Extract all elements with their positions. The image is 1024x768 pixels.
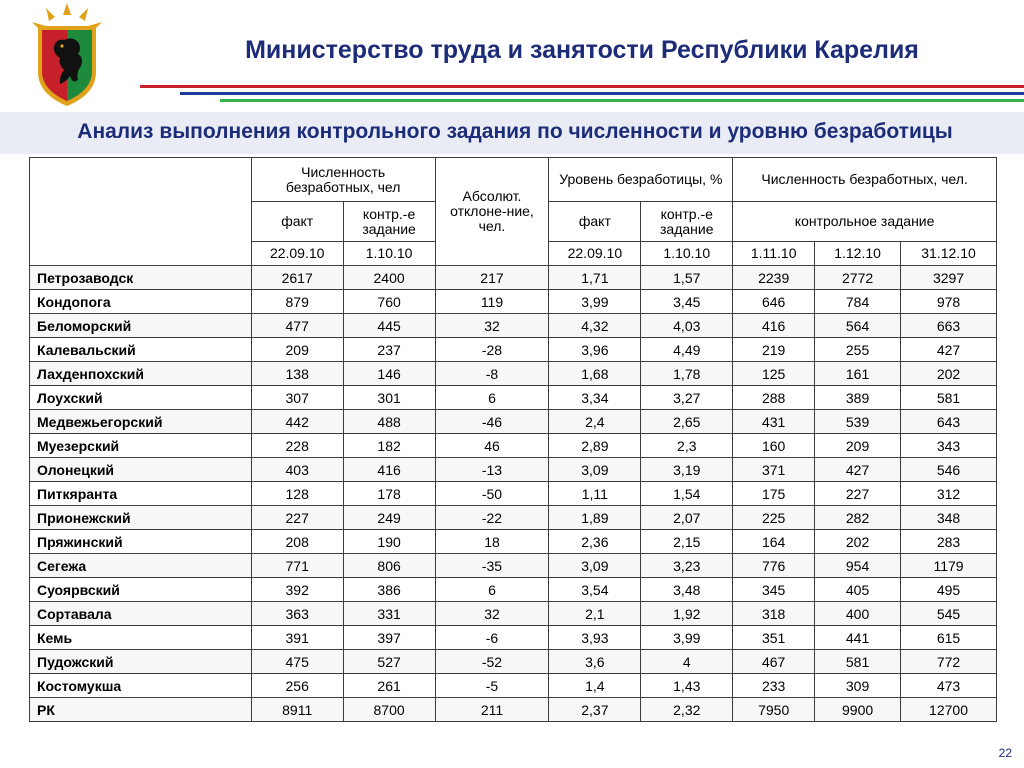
unemployment-table xyxy=(29,157,997,722)
value-cell: 772 xyxy=(901,650,997,674)
table-row xyxy=(30,314,997,338)
value-cell: 227 xyxy=(815,482,901,506)
value-cell: 442 xyxy=(251,410,343,434)
value-cell: 445 xyxy=(343,314,435,338)
value-cell: 233 xyxy=(733,674,815,698)
value-cell: 164 xyxy=(733,530,815,554)
value-cell: 1,11 xyxy=(549,482,641,506)
header-date: 31.12.10 xyxy=(901,242,997,266)
value-cell: 307 xyxy=(251,386,343,410)
value-cell: 776 xyxy=(733,554,815,578)
value-cell: 282 xyxy=(815,506,901,530)
value-cell: 3,6 xyxy=(549,650,641,674)
value-cell: 771 xyxy=(251,554,343,578)
table-row xyxy=(30,602,997,626)
value-cell: 3,23 xyxy=(641,554,733,578)
value-cell: 495 xyxy=(901,578,997,602)
table-row xyxy=(30,266,997,290)
value-cell: 527 xyxy=(343,650,435,674)
value-cell: 4,49 xyxy=(641,338,733,362)
value-cell: 217 xyxy=(435,266,549,290)
value-cell: 32 xyxy=(435,602,549,626)
value-cell: 2,4 xyxy=(549,410,641,434)
value-cell: 564 xyxy=(815,314,901,338)
value-cell: 283 xyxy=(901,530,997,554)
value-cell: 397 xyxy=(343,626,435,650)
value-cell: 288 xyxy=(733,386,815,410)
value-cell: 249 xyxy=(343,506,435,530)
value-cell: 646 xyxy=(733,290,815,314)
value-cell: 2772 xyxy=(815,266,901,290)
table-row xyxy=(30,674,997,698)
value-cell: 125 xyxy=(733,362,815,386)
value-cell: 138 xyxy=(251,362,343,386)
region-name: Костомукша xyxy=(30,674,252,698)
value-cell: 178 xyxy=(343,482,435,506)
value-cell: 427 xyxy=(901,338,997,362)
value-cell: 473 xyxy=(901,674,997,698)
table-row xyxy=(30,578,997,602)
region-name: Медвежьегорский xyxy=(30,410,252,434)
region-name: Петрозаводск xyxy=(30,266,252,290)
value-cell: 2,1 xyxy=(549,602,641,626)
value-cell: 202 xyxy=(901,362,997,386)
value-cell: 2,15 xyxy=(641,530,733,554)
header-unemployment-rate: Уровень безработицы, % xyxy=(549,158,733,202)
value-cell: 209 xyxy=(815,434,901,458)
header-target-task: контр.-е задание xyxy=(343,202,435,242)
value-cell: 175 xyxy=(733,482,815,506)
value-cell: 427 xyxy=(815,458,901,482)
header-date: 22.09.10 xyxy=(251,242,343,266)
table-row xyxy=(30,554,997,578)
value-cell: 161 xyxy=(815,362,901,386)
value-cell: 18 xyxy=(435,530,549,554)
region-name: РК xyxy=(30,698,252,722)
value-cell: 539 xyxy=(815,410,901,434)
value-cell: 3,27 xyxy=(641,386,733,410)
header-target-task: контр.-е задание xyxy=(641,202,733,242)
value-cell: 546 xyxy=(901,458,997,482)
value-cell: 1,43 xyxy=(641,674,733,698)
table-row xyxy=(30,650,997,674)
value-cell: 2,37 xyxy=(549,698,641,722)
value-cell: 879 xyxy=(251,290,343,314)
table-row xyxy=(30,626,997,650)
value-cell: 237 xyxy=(343,338,435,362)
page-title: Министерство труда и занятости Республики Карелия xyxy=(245,36,919,64)
table-row xyxy=(30,530,997,554)
table-row xyxy=(30,290,997,314)
header-date: 1.12.10 xyxy=(815,242,901,266)
value-cell: -13 xyxy=(435,458,549,482)
table-row xyxy=(30,458,997,482)
region-name: Пудожский xyxy=(30,650,252,674)
value-cell: 228 xyxy=(251,434,343,458)
value-cell: 12700 xyxy=(901,698,997,722)
value-cell: 318 xyxy=(733,602,815,626)
value-cell: 806 xyxy=(343,554,435,578)
value-cell: 475 xyxy=(251,650,343,674)
value-cell: 1,57 xyxy=(641,266,733,290)
header-fact: факт xyxy=(251,202,343,242)
value-cell: 416 xyxy=(733,314,815,338)
value-cell: 4 xyxy=(641,650,733,674)
value-cell: 389 xyxy=(815,386,901,410)
value-cell: 208 xyxy=(251,530,343,554)
value-cell: 467 xyxy=(733,650,815,674)
value-cell: 211 xyxy=(435,698,549,722)
value-cell: 978 xyxy=(901,290,997,314)
value-cell: 2,36 xyxy=(549,530,641,554)
header-control-task: контрольное задание xyxy=(733,202,997,242)
value-cell: 1,68 xyxy=(549,362,641,386)
region-name: Пряжинский xyxy=(30,530,252,554)
region-name: Лахденпохский xyxy=(30,362,252,386)
value-cell: 8700 xyxy=(343,698,435,722)
value-cell: 128 xyxy=(251,482,343,506)
value-cell: 225 xyxy=(733,506,815,530)
value-cell: 331 xyxy=(343,602,435,626)
region-name: Сегежа xyxy=(30,554,252,578)
value-cell: 348 xyxy=(901,506,997,530)
value-cell: 3,48 xyxy=(641,578,733,602)
value-cell: 3297 xyxy=(901,266,997,290)
header-deviation: Абсолют. отклоне-ние, чел. xyxy=(435,158,549,266)
header-date: 1.11.10 xyxy=(733,242,815,266)
value-cell: 386 xyxy=(343,578,435,602)
value-cell: 392 xyxy=(251,578,343,602)
value-cell: 581 xyxy=(901,386,997,410)
value-cell: -5 xyxy=(435,674,549,698)
value-cell: 477 xyxy=(251,314,343,338)
value-cell: 2,32 xyxy=(641,698,733,722)
value-cell: 9900 xyxy=(815,698,901,722)
value-cell: 1,92 xyxy=(641,602,733,626)
header-date: 1.10.10 xyxy=(641,242,733,266)
header-stripe-blue xyxy=(180,92,1024,95)
value-cell: 3,99 xyxy=(549,290,641,314)
table-row xyxy=(30,386,997,410)
header-stripe-green xyxy=(220,99,1024,102)
header-unemployed-count: Численность безработных, чел xyxy=(251,158,435,202)
value-cell: 403 xyxy=(251,458,343,482)
karelia-coat-of-arms-icon xyxy=(26,2,108,108)
value-cell: 2400 xyxy=(343,266,435,290)
value-cell: 6 xyxy=(435,386,549,410)
value-cell: 4,03 xyxy=(641,314,733,338)
value-cell: 3,19 xyxy=(641,458,733,482)
value-cell: 4,32 xyxy=(549,314,641,338)
value-cell: 2,89 xyxy=(549,434,641,458)
value-cell: 615 xyxy=(901,626,997,650)
value-cell: -28 xyxy=(435,338,549,362)
region-name: Олонецкий xyxy=(30,458,252,482)
table-row xyxy=(30,698,997,722)
value-cell: 371 xyxy=(733,458,815,482)
value-cell: 2,65 xyxy=(641,410,733,434)
value-cell: 1,71 xyxy=(549,266,641,290)
value-cell: 343 xyxy=(901,434,997,458)
corner-cell xyxy=(30,158,252,266)
header-fact: факт xyxy=(549,202,641,242)
value-cell: 2,07 xyxy=(641,506,733,530)
value-cell: 405 xyxy=(815,578,901,602)
value-cell: 1,89 xyxy=(549,506,641,530)
value-cell: 182 xyxy=(343,434,435,458)
value-cell: 3,96 xyxy=(549,338,641,362)
value-cell: 209 xyxy=(251,338,343,362)
value-cell: 202 xyxy=(815,530,901,554)
region-name: Беломорский xyxy=(30,314,252,338)
header-date: 1.10.10 xyxy=(343,242,435,266)
value-cell: 160 xyxy=(733,434,815,458)
table-row xyxy=(30,410,997,434)
value-cell: 1179 xyxy=(901,554,997,578)
region-name: Суоярвский xyxy=(30,578,252,602)
value-cell: 301 xyxy=(343,386,435,410)
value-cell: 441 xyxy=(815,626,901,650)
value-cell: 46 xyxy=(435,434,549,458)
value-cell: 1,4 xyxy=(549,674,641,698)
region-name: Калевальский xyxy=(30,338,252,362)
value-cell: -22 xyxy=(435,506,549,530)
value-cell: -52 xyxy=(435,650,549,674)
value-cell: 1,78 xyxy=(641,362,733,386)
value-cell: -8 xyxy=(435,362,549,386)
region-name: Кондопога xyxy=(30,290,252,314)
table-row xyxy=(30,482,997,506)
value-cell: 3,45 xyxy=(641,290,733,314)
region-name: Питкяранта xyxy=(30,482,252,506)
value-cell: 663 xyxy=(901,314,997,338)
region-name: Сортавала xyxy=(30,602,252,626)
value-cell: -50 xyxy=(435,482,549,506)
value-cell: 3,93 xyxy=(549,626,641,650)
value-cell: 345 xyxy=(733,578,815,602)
value-cell: 391 xyxy=(251,626,343,650)
value-cell: 488 xyxy=(343,410,435,434)
value-cell: 255 xyxy=(815,338,901,362)
value-cell: 416 xyxy=(343,458,435,482)
value-cell: 119 xyxy=(435,290,549,314)
value-cell: 312 xyxy=(901,482,997,506)
value-cell: 2239 xyxy=(733,266,815,290)
value-cell: 309 xyxy=(815,674,901,698)
header-date: 22.09.10 xyxy=(549,242,641,266)
value-cell: 3,34 xyxy=(549,386,641,410)
table-row xyxy=(30,338,997,362)
table-row xyxy=(30,506,997,530)
value-cell: -35 xyxy=(435,554,549,578)
value-cell: 954 xyxy=(815,554,901,578)
value-cell: 363 xyxy=(251,602,343,626)
value-cell: 351 xyxy=(733,626,815,650)
value-cell: 227 xyxy=(251,506,343,530)
value-cell: 146 xyxy=(343,362,435,386)
value-cell: 2,3 xyxy=(641,434,733,458)
value-cell: 643 xyxy=(901,410,997,434)
value-cell: 190 xyxy=(343,530,435,554)
region-name: Кемь xyxy=(30,626,252,650)
value-cell: 8911 xyxy=(251,698,343,722)
value-cell: 3,09 xyxy=(549,458,641,482)
region-name: Прионежский xyxy=(30,506,252,530)
page-number: 22 xyxy=(998,746,1012,760)
value-cell: 3,54 xyxy=(549,578,641,602)
table-row xyxy=(30,362,997,386)
page-subtitle: Анализ выполнения контрольного задания по численности и уровню безработицы xyxy=(77,120,953,143)
value-cell: -46 xyxy=(435,410,549,434)
value-cell: 219 xyxy=(733,338,815,362)
value-cell: 2617 xyxy=(251,266,343,290)
value-cell: 1,54 xyxy=(641,482,733,506)
value-cell: 581 xyxy=(815,650,901,674)
header-stripe-red xyxy=(140,85,1024,88)
value-cell: 6 xyxy=(435,578,549,602)
region-name: Муезерский xyxy=(30,434,252,458)
value-cell: 760 xyxy=(343,290,435,314)
value-cell: 400 xyxy=(815,602,901,626)
value-cell: 784 xyxy=(815,290,901,314)
value-cell: 3,09 xyxy=(549,554,641,578)
value-cell: 261 xyxy=(343,674,435,698)
value-cell: 545 xyxy=(901,602,997,626)
value-cell: 32 xyxy=(435,314,549,338)
value-cell: 256 xyxy=(251,674,343,698)
value-cell: 3,99 xyxy=(641,626,733,650)
table-row xyxy=(30,434,997,458)
value-cell: 431 xyxy=(733,410,815,434)
header-target-count: Численность безработных, чел. xyxy=(733,158,997,202)
region-name: Лоухский xyxy=(30,386,252,410)
value-cell: -6 xyxy=(435,626,549,650)
value-cell: 7950 xyxy=(733,698,815,722)
